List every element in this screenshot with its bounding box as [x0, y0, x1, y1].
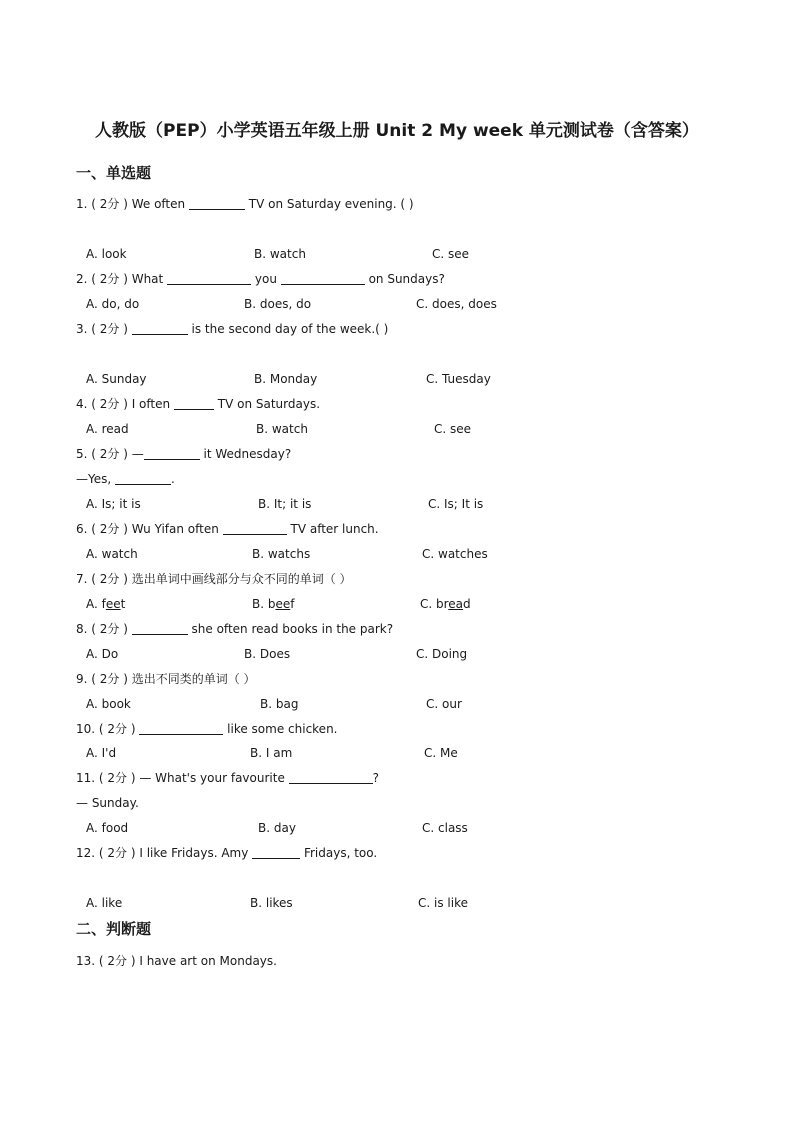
answer-blank — [132, 622, 188, 635]
q2-option-a: A. do, do — [86, 297, 140, 311]
q9-option-b: B. bag — [260, 697, 299, 711]
q3-option-b: B. Monday — [254, 372, 318, 386]
answer-blank — [289, 771, 373, 784]
q12-option-c: C. is like — [418, 896, 468, 910]
q9-option-a: A. book — [86, 697, 131, 711]
question-11: 11. ( 2分 ) — What's your favourite ? — [76, 771, 380, 785]
q2-option-b: B. does, do — [244, 297, 312, 311]
q6-option-c: C. watches — [422, 547, 488, 561]
q8-option-a: A. Do — [86, 647, 119, 661]
answer-blank — [132, 322, 188, 335]
q3-option-c: C. Tuesday — [426, 372, 491, 386]
answer-blank — [223, 522, 287, 535]
q4-option-b: B. watch — [256, 422, 308, 436]
answer-blank — [189, 197, 245, 210]
q8-option-b: B. Does — [244, 647, 291, 661]
q10-option-b: B. I am — [250, 746, 293, 760]
q1-option-c: C. see — [432, 247, 470, 261]
question-12: 12. ( 2分 ) I like Fridays. Amy Fridays, too. — [76, 846, 378, 860]
q11-option-a: A. food — [86, 821, 129, 835]
q6-option-b: B. watchs — [252, 547, 311, 561]
question-1: 1. ( 2分 ) We often TV on Saturday evening. ( ) — [76, 197, 414, 211]
q7-option-b: B. beef — [252, 597, 295, 611]
question-10: 10. ( 2分 ) like some chicken. — [76, 722, 338, 736]
question-4: 4. ( 2分 ) I often TV on Saturdays. — [76, 397, 321, 411]
question-11-reply: — Sunday. — [76, 796, 139, 810]
q5-option-a: A. Is; it is — [86, 497, 141, 511]
underlined-letters: ee — [275, 597, 291, 611]
answer-blank — [139, 722, 223, 735]
q2-option-c: C. does, does — [416, 297, 497, 311]
question-9: 9. ( 2分 ) 选出不同类的单词（ ） — [76, 672, 256, 686]
q9-option-c: C. our — [426, 697, 462, 711]
q10-option-a: A. I'd — [86, 746, 117, 760]
answer-blank — [281, 272, 365, 285]
answer-blank — [144, 447, 200, 460]
q10-option-c: C. Me — [424, 746, 458, 760]
q3-option-a: A. Sunday — [86, 372, 147, 386]
q11-option-c: C. class — [422, 821, 468, 835]
q8-option-c: C. Doing — [416, 647, 468, 661]
question-2: 2. ( 2分 ) What you on Sundays? — [76, 272, 445, 286]
question-13: 13. ( 2分 ) I have art on Mondays. — [76, 954, 277, 968]
q1-option-b: B. watch — [254, 247, 306, 261]
question-5: 5. ( 2分 ) — it Wednesday? — [76, 447, 292, 461]
q1-option-a: A. look — [86, 247, 127, 261]
answer-blank — [252, 846, 300, 859]
question-5-reply: —Yes, . — [76, 472, 175, 486]
section-heading-single-choice: 一、单选题 — [76, 164, 152, 182]
q7-option-c: C. bread — [420, 597, 471, 611]
q12-option-a: A. like — [86, 896, 123, 910]
answer-blank — [174, 397, 214, 410]
question-8: 8. ( 2分 ) she often read books in the park? — [76, 622, 394, 636]
answer-blank — [167, 272, 251, 285]
answer-blank — [115, 472, 171, 485]
underlined-letters: ee — [105, 597, 121, 611]
question-7: 7. ( 2分 ) 选出单词中画线部分与众不同的单词（ ） — [76, 572, 352, 586]
page-title: 人教版（PEP）小学英语五年级上册 Unit 2 My week 单元测试卷（含答案） — [95, 121, 699, 141]
q4-option-c: C. see — [434, 422, 472, 436]
q4-option-a: A. read — [86, 422, 129, 436]
q7-option-a: A. feet — [86, 597, 126, 611]
q6-option-a: A. watch — [86, 547, 138, 561]
question-3: 3. ( 2分 ) is the second day of the week.( ) — [76, 322, 389, 336]
q5-option-c: C. Is; It is — [428, 497, 484, 511]
q12-option-b: B. likes — [250, 896, 293, 910]
q5-option-b: B. It; it is — [258, 497, 312, 511]
section-heading-true-false: 二、判断题 — [76, 920, 152, 938]
q11-option-b: B. day — [258, 821, 296, 835]
underlined-letters: ea — [448, 597, 464, 611]
question-6: 6. ( 2分 ) Wu Yifan often TV after lunch. — [76, 522, 379, 536]
